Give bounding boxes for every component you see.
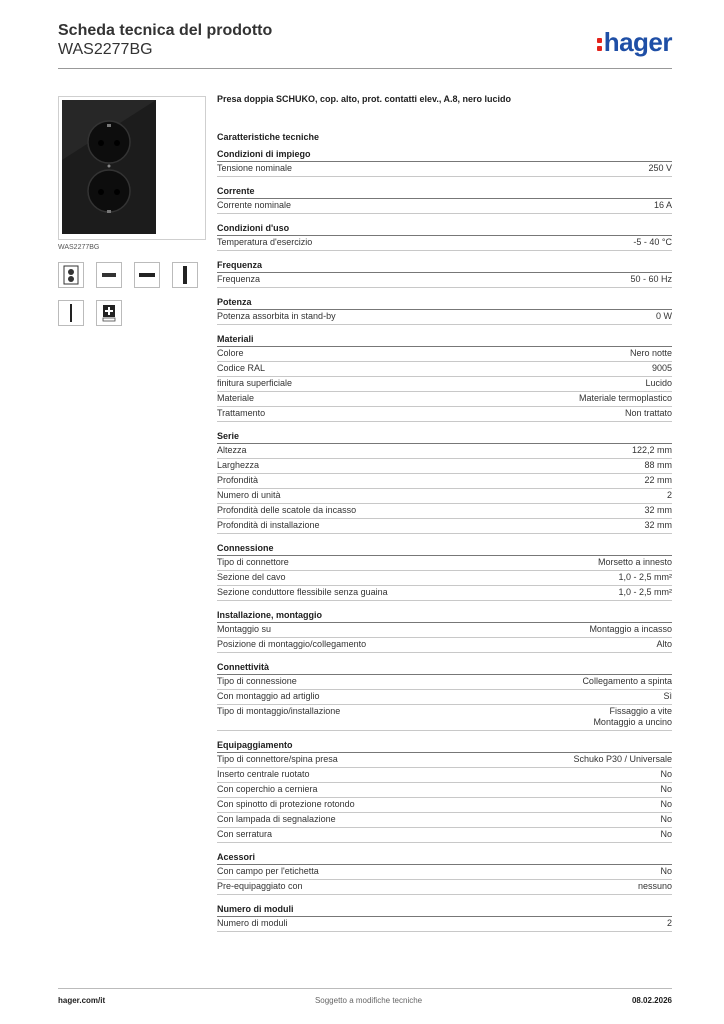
spec-label: Sezione del cavo xyxy=(217,572,286,582)
spec-groups xyxy=(217,149,672,932)
spec-row xyxy=(217,489,672,504)
spec-group-title: Materiali xyxy=(217,334,672,347)
spec-label: Codice RAL xyxy=(217,363,266,373)
footer-website[interactable]: hager.com/it xyxy=(58,996,106,1005)
spec-value: No xyxy=(660,866,672,876)
spec-value: Sì xyxy=(663,691,672,701)
spec-value: Alto xyxy=(656,639,672,649)
spec-row xyxy=(217,768,672,783)
spec-row xyxy=(217,828,672,843)
spec-row xyxy=(217,571,672,586)
spec-value: 122,2 mm xyxy=(631,445,672,455)
spec-value: -5 - 40 °C xyxy=(633,237,672,247)
spec-row xyxy=(217,407,672,422)
spec-label: Temperatura d'esercizio xyxy=(217,237,313,247)
spec-value: 22 mm xyxy=(644,475,672,485)
spec-row xyxy=(217,556,672,571)
spec-row xyxy=(217,753,672,768)
spec-label: Con campo per l'etichetta xyxy=(217,866,319,876)
spec-value: No xyxy=(660,814,672,824)
spec-group-title: Acessori xyxy=(217,852,672,865)
spec-group-title: Equipaggiamento xyxy=(217,740,672,753)
spec-label: Tipo di montaggio/installazione xyxy=(217,706,341,716)
spec-group-title: Connettività xyxy=(217,662,672,675)
socket-side-icon xyxy=(100,270,118,280)
spec-sheet xyxy=(217,94,672,932)
spec-row xyxy=(217,236,672,251)
page-title: Scheda tecnica del prodotto xyxy=(58,22,273,39)
spec-label: Con montaggio ad artiglio xyxy=(217,691,320,701)
spec-label: Inserto centrale ruotato xyxy=(217,769,310,779)
spec-row xyxy=(217,675,672,690)
spec-label: Trattamento xyxy=(217,408,266,418)
spec-row xyxy=(217,310,672,325)
spec-label: Materiale xyxy=(217,393,255,403)
spec-label: Altezza xyxy=(217,445,247,455)
spec-row xyxy=(217,504,672,519)
logo-text: hager xyxy=(603,27,672,57)
spec-row xyxy=(217,623,672,638)
spec-label: Profondità di installazione xyxy=(217,520,320,530)
logo-dots-icon xyxy=(597,35,602,54)
spec-value: Nero notte xyxy=(629,348,672,358)
spec-value: 9005 xyxy=(651,363,672,373)
spec-label: Numero di moduli xyxy=(217,918,288,928)
spec-group-title: Frequenza xyxy=(217,260,672,273)
spec-label: Frequenza xyxy=(217,274,261,284)
spec-value: Montaggio a incasso xyxy=(589,624,672,634)
spec-value: 1,0 - 2,5 mm² xyxy=(618,572,672,582)
spec-row xyxy=(217,917,672,932)
spec-value: Materiale termoplastico xyxy=(578,393,672,403)
spec-row xyxy=(217,162,672,177)
spec-value: 32 mm xyxy=(644,520,672,530)
spec-value: nessuno xyxy=(637,881,672,891)
spec-label: Corrente nominale xyxy=(217,200,292,210)
spec-row xyxy=(217,273,672,288)
document-header xyxy=(58,21,272,59)
spec-value: 2 xyxy=(666,918,672,928)
socket-front-icon xyxy=(62,265,80,285)
image-caption: WAS2277BG xyxy=(58,244,100,251)
spec-row xyxy=(217,444,672,459)
spec-group-title: Installazione, montaggio xyxy=(217,610,672,623)
spec-label: Tensione nominale xyxy=(217,163,293,173)
spec-group-title: Potenza xyxy=(217,297,672,310)
spec-row xyxy=(217,880,672,895)
spec-label: Con serratura xyxy=(217,829,273,839)
spec-label: Tipo di connettore xyxy=(217,557,289,567)
spec-label: finitura superficiale xyxy=(217,378,293,388)
spec-row xyxy=(217,377,672,392)
spec-value: Fissaggio a vite Montaggio a uncino xyxy=(593,706,672,727)
spec-group-title: Connessione xyxy=(217,543,672,556)
spec-value: 0 W xyxy=(655,311,672,321)
spec-heading: Caratteristiche tecniche xyxy=(217,132,320,142)
spec-row xyxy=(217,459,672,474)
spec-row xyxy=(217,865,672,880)
spec-value: Morsetto a innesto xyxy=(597,557,672,567)
spec-row xyxy=(217,638,672,653)
product-description: Presa doppia SCHUKO, cop. alto, prot. contatti elev., A.8, nero lucido xyxy=(217,94,512,104)
spec-value: No xyxy=(660,829,672,839)
spec-value: Schuko P30 / Universale xyxy=(573,754,672,764)
spec-row xyxy=(217,362,672,377)
spec-value: 88 mm xyxy=(644,460,672,470)
spec-group-title: Corrente xyxy=(217,186,672,199)
spec-row xyxy=(217,586,672,601)
spec-label: Colore xyxy=(217,348,244,358)
spec-label: Con spinotto di protezione rotondo xyxy=(217,799,355,809)
spec-label: Posizione di montaggio/collegamento xyxy=(217,639,367,649)
spec-label: Larghezza xyxy=(217,460,260,470)
spec-value: 32 mm xyxy=(644,505,672,515)
spec-row xyxy=(217,474,672,489)
spec-row xyxy=(217,392,672,407)
edge-view-thumb[interactable] xyxy=(58,300,84,326)
spec-row xyxy=(217,199,672,214)
spec-row xyxy=(217,705,672,731)
spec-group-title: Numero di moduli xyxy=(217,904,672,917)
front-view-thumb[interactable] xyxy=(58,262,84,288)
socket-top-icon xyxy=(138,270,156,280)
spec-label: Numero di unità xyxy=(217,490,281,500)
hager-logo xyxy=(597,27,672,58)
spec-group-title: Serie xyxy=(217,431,672,444)
spec-label: Profondità xyxy=(217,475,259,485)
product-code: WAS2277BG xyxy=(58,41,153,58)
spec-row xyxy=(217,813,672,828)
spec-row xyxy=(217,783,672,798)
profile-view-thumb[interactable] xyxy=(172,262,198,288)
spec-label: Montaggio su xyxy=(217,624,272,634)
spec-label: Pre-equipaggiato con xyxy=(217,881,303,891)
spec-value: 1,0 - 2,5 mm² xyxy=(618,587,672,597)
spec-label: Sezione conduttore flessibile senza guaina xyxy=(217,587,388,597)
spec-value: Non trattato xyxy=(624,408,672,418)
spec-row xyxy=(217,347,672,362)
footer-disclaimer: Soggetto a modifiche tecniche xyxy=(314,996,423,1005)
spec-group-title: Condizioni di impiego xyxy=(217,149,672,162)
product-image xyxy=(58,96,206,240)
spec-label: Tipo di connettore/spina presa xyxy=(217,754,338,764)
spec-value: 250 V xyxy=(648,163,672,173)
spec-value: 2 xyxy=(666,490,672,500)
spec-row xyxy=(217,519,672,534)
spec-value: 50 - 60 Hz xyxy=(630,274,672,284)
header-divider xyxy=(58,68,672,69)
footer-date: 08.02.2026 xyxy=(631,996,672,1005)
socket-plate xyxy=(62,100,156,234)
footer-divider xyxy=(58,988,672,989)
spec-group-title: Condizioni d'uso xyxy=(217,223,672,236)
spec-value: Collegamento a spinta xyxy=(582,676,672,686)
spec-label: Con coperchio a cerniera xyxy=(217,784,318,794)
certification-thumb[interactable] xyxy=(96,300,122,326)
page-footer xyxy=(58,996,672,1005)
spec-label: Profondità delle scatole da incasso xyxy=(217,505,357,515)
spec-label: Con lampada di segnalazione xyxy=(217,814,336,824)
spec-value: No xyxy=(660,784,672,794)
spec-value: No xyxy=(660,769,672,779)
spec-row xyxy=(217,798,672,813)
spec-label: Tipo di connessione xyxy=(217,676,297,686)
spec-value: 16 A xyxy=(653,200,672,210)
double-socket-icon xyxy=(62,100,156,234)
spec-value: Lucido xyxy=(645,378,672,388)
top-view-thumb[interactable] xyxy=(134,262,160,288)
socket-profile-icon xyxy=(180,265,190,285)
certification-mark-icon xyxy=(100,303,118,323)
spec-value: No xyxy=(660,799,672,809)
side-view-thumb[interactable] xyxy=(96,262,122,288)
spec-row xyxy=(217,690,672,705)
socket-edge-icon xyxy=(66,303,76,323)
spec-label: Potenza assorbita in stand-by xyxy=(217,311,336,321)
